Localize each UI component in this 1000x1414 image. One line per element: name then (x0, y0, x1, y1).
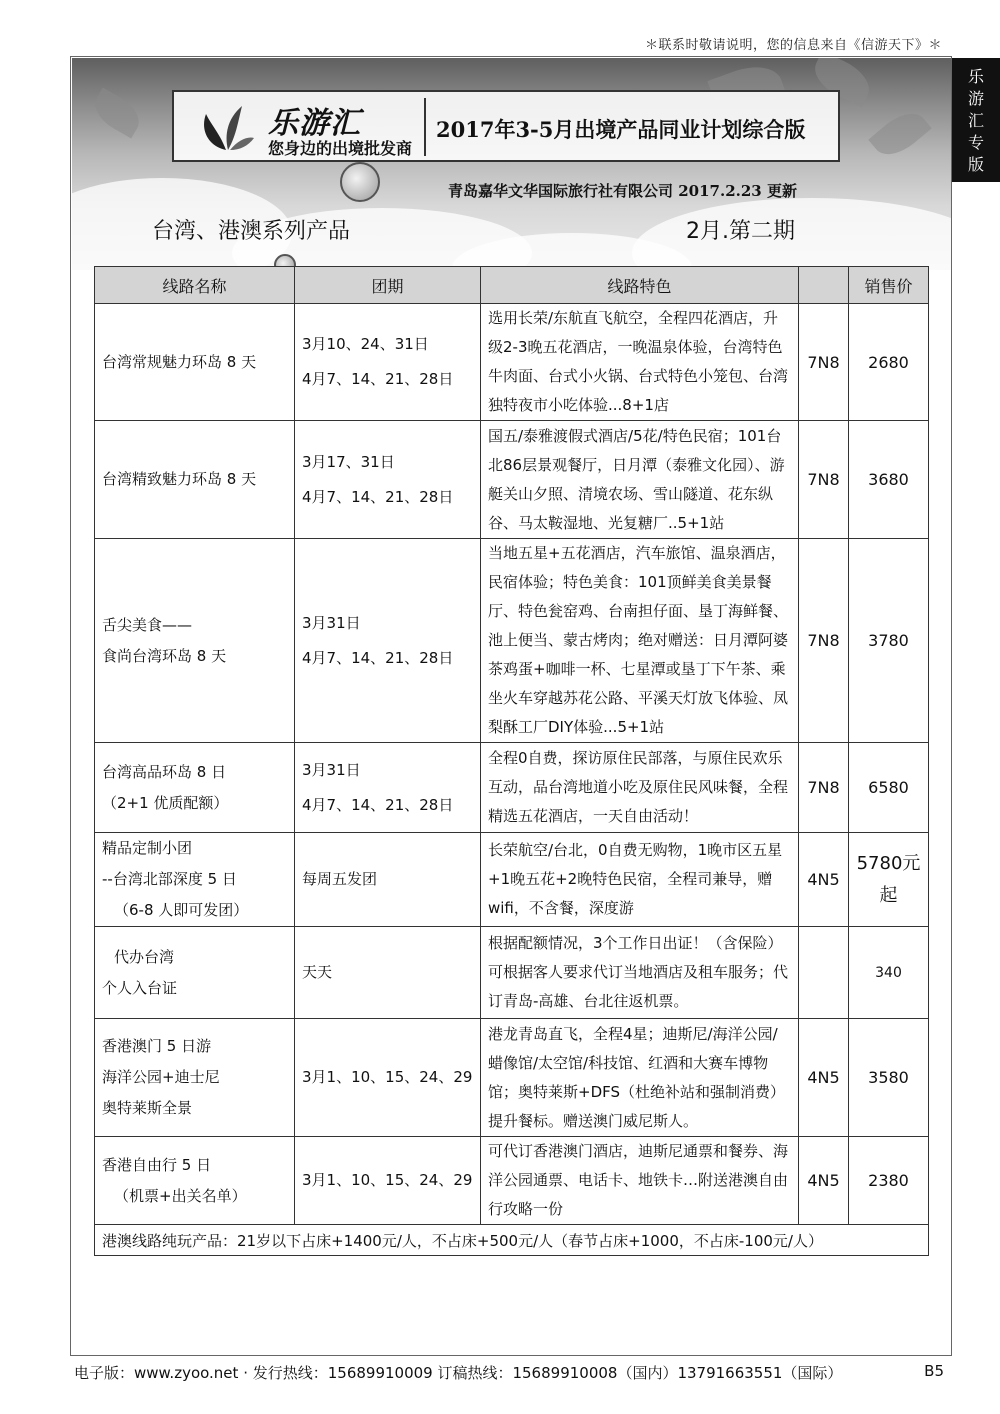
table-row (95, 1137, 929, 1225)
route-price: 3680 (849, 421, 929, 539)
col-header-dates: 团期 (295, 267, 481, 304)
table-row (95, 421, 929, 539)
route-features: 可代订香港澳门酒店，迪斯尼通票和餐券、海洋公园通票、电话卡、地铁卡…附送港澳自由行攻略一份 (481, 1137, 799, 1225)
route-nights: 7N8 (799, 539, 849, 743)
route-name: 舌尖美食—— 食尚台湾环岛 8 天 (95, 539, 295, 743)
issue-label: 2月.第二期 (686, 219, 795, 244)
route-name: 精品定制小团 --台湾北部深度 5 日 （6-8 人即可发团） (95, 833, 295, 927)
route-name: 台湾精致魅力环岛 8 天 (95, 421, 295, 539)
route-dates: 3月17、31日 4月7、14、21、28日 (295, 421, 481, 539)
route-nights: 7N8 (799, 743, 849, 833)
route-price: 5780元起 (849, 833, 929, 927)
route-dates: 3月31日 4月7、14、21、28日 (295, 743, 481, 833)
col-header-nights (799, 267, 849, 304)
routes-table (94, 266, 929, 1256)
route-features: 长荣航空/台北，0自费无购物，1晚市区五星+1晚五花+2晚特色民宿，全程司兼导，赠wifi，不含餐，深度游 (481, 833, 799, 927)
hk-macau-note: 港澳线路纯玩产品：21岁以下占床+1400元/人，不占床+500元/人（春节占床+1000，不占床-100元/人） (95, 1225, 929, 1256)
route-nights: 7N8 (799, 421, 849, 539)
table-row (95, 304, 929, 421)
footer-contact: 电子版：www.zyoo.net · 发行热线：15689910009 订稿热线：15689910008（国内）13791663551（国际） (74, 1364, 843, 1382)
table-row (95, 1019, 929, 1137)
route-name: 代办台湾 个人入台证 (95, 927, 295, 1019)
route-name: 香港自由行 5 日 （机票+出关名单） (95, 1137, 295, 1225)
route-name: 台湾高品环岛 8 日 （2+1 优质配额） (95, 743, 295, 833)
page-number: B5 (924, 1362, 944, 1380)
route-nights: 4N5 (799, 833, 849, 927)
route-features: 港龙青岛直飞，全程4星；迪斯尼/海洋公园/蜡像馆/太空馆/科技馆、红酒和大赛车博物馆；奥特莱斯+DFS（杜绝补站和强制消费）提升餐标。赠送澳门威尼斯人。 (481, 1019, 799, 1137)
edition-title: 2017年3-5月出境产品同业计划综合版 (436, 117, 806, 142)
route-dates: 3月10、24、31日 4月7、14、21、28日 (295, 304, 481, 421)
route-nights (799, 927, 849, 1019)
route-features: 根据配额情况，3个工作日出证！（含保险）可根据客人要求代订当地酒店及租车服务；代订青岛-高雄、台北往返机票。 (481, 927, 799, 1019)
route-dates: 天天 (295, 927, 481, 1019)
table-header-row (95, 267, 929, 304)
divider (424, 98, 426, 156)
table-footer-row (95, 1225, 929, 1256)
table-row (95, 833, 929, 927)
route-price: 6580 (849, 743, 929, 833)
route-price: 2680 (849, 304, 929, 421)
col-header-name: 线路名称 (95, 267, 295, 304)
brand-header (172, 90, 840, 162)
col-header-price: 销售价 (849, 267, 929, 304)
company-update-line: 青岛嘉华文华国际旅行社有限公司 2017.2.23 更新 (448, 182, 797, 200)
info-source-note: ＊联系时敬请说明，您的信息来自《信游天下》＊ (644, 38, 942, 53)
route-price: 3580 (849, 1019, 929, 1137)
route-nights: 4N5 (799, 1137, 849, 1225)
table-row (95, 743, 929, 833)
route-dates: 3月1、10、15、24、29 (295, 1019, 481, 1137)
section-title: 台湾、港澳系列产品 (152, 219, 351, 244)
col-header-features: 线路特色 (481, 267, 799, 304)
route-name: 台湾常规魅力环岛 8 天 (95, 304, 295, 421)
route-features: 国五/泰雅渡假式酒店/5花/特色民宿；101台北86层景观餐厅，日月潭（泰雅文化园）、游艇关山夕照、清境农场、雪山隧道、花东纵谷、马太鞍湿地、光复糖厂..5+1站 (481, 421, 799, 539)
page-footer (74, 1362, 954, 1383)
route-nights: 4N5 (799, 1019, 849, 1137)
route-dates: 3月31日 4月7、14、21、28日 (295, 539, 481, 743)
brand-slogan: 您身边的出境批发商 (268, 139, 413, 158)
route-price: 340 (849, 927, 929, 1019)
table-row (95, 539, 929, 743)
route-name: 香港澳门 5 日游 海洋公园+迪士尼 奥特莱斯全景 (95, 1019, 295, 1137)
route-nights: 7N8 (799, 304, 849, 421)
route-price: 2380 (849, 1137, 929, 1225)
table-row (95, 927, 929, 1019)
route-price: 3780 (849, 539, 929, 743)
route-dates: 每周五发团 (295, 833, 481, 927)
butterfly-logo-icon (198, 100, 256, 156)
route-features: 当地五星+五花酒店，汽车旅馆、温泉酒店，民宿体验；特色美食：101顶鲜美食美景餐厅、特色瓮窑鸡、台南担仔面、垦丁海鲜餐、池上便当、蒙古烤肉；绝对赠送：日月潭阿婆茶鸡蛋+咖啡一杯、七星潭或垦丁下午茶、乘坐火车穿越苏花公路、平溪天灯放飞体验、凤梨酥工厂DIY体验...5+1站 (481, 539, 799, 743)
side-tab-label: 乐 游 汇 专 版 (952, 58, 1000, 182)
route-features: 选用长荣/东航直飞航空，全程四花酒店，升级2-3晚五花酒店，一晚温泉体验，台湾特色牛肉面、台式小火锅、台式特色小笼包、台湾独特夜市小吃体验...8+1店 (481, 304, 799, 421)
brand-name: 乐游汇 (268, 106, 361, 141)
route-dates: 3月1、10、15、24、29 (295, 1137, 481, 1225)
route-features: 全程0自费，探访原住民部落，与原住民欢乐互动，品台湾地道小吃及原住民风味餐，全程精选五花酒店，一天自由活动！ (481, 743, 799, 833)
